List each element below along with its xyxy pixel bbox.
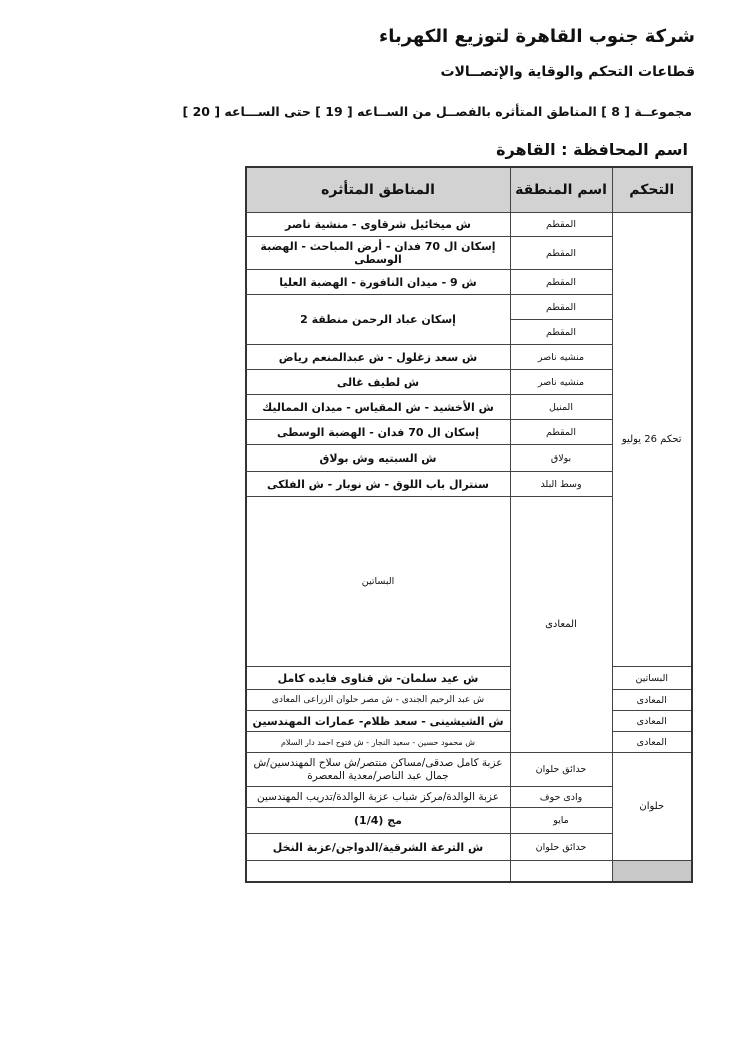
area-name-cell: حدائق حلوان — [510, 753, 612, 787]
area-name-cell: المقطم — [510, 237, 612, 270]
header-control: التحكم — [612, 167, 692, 213]
affected-areas-cell: ش السبتيه وش بولاق — [246, 445, 510, 472]
area-name-cell: المقطم — [510, 320, 612, 345]
table-row — [246, 667, 692, 690]
area-name-cell: منشيه ناصر — [510, 345, 612, 370]
affected-areas-cell: ش عيد سلمان- ش قناوى فايده كامل — [246, 667, 510, 690]
area-name-cell: حدائق حلوان — [510, 834, 612, 861]
company-title: شركة جنوب القاهرة لتوزيع الكهرباء — [379, 26, 695, 47]
empty-cell — [612, 861, 692, 883]
group-schedule-line: مجموعــة [ 8 ] المناطق المتأثره بالفصــل من الســاعه [ 19 ] حتى الســـاعه [ 20 ] — [182, 104, 692, 119]
area-name-cell: المعادى — [612, 711, 692, 732]
area-name-cell: بولاق — [510, 445, 612, 472]
area-name-cell: المعادى — [612, 732, 692, 753]
control-center-cell: المعادى — [510, 497, 612, 753]
area-name-cell: منشيه ناصر — [510, 370, 612, 395]
affected-areas-cell: ش عبد الرحيم الجندى - ش مصر حلوان الزراعى المعادى — [246, 690, 510, 711]
table-header-row — [246, 167, 692, 213]
affected-areas-cell: ش ميخائيل شرقاوى - منشية ناصر — [246, 213, 510, 237]
affected-areas-cell: إسكان ال 70 فدان - أرض المباحث - الهضبة الوسطى — [246, 237, 510, 270]
control-center-cell: حلوان — [612, 753, 692, 861]
area-name-cell: وادى حوف — [510, 787, 612, 808]
affected-areas-cell: ش محمود حسين - سعيد النجار - ش فتوح احمد دار السلام — [246, 732, 510, 753]
area-name-cell: المعادى — [612, 690, 692, 711]
department-title: قطاعات التحكم والوقاية والإتصــالات — [440, 64, 695, 80]
affected-areas-cell: ش سعد زغلول - ش عبدالمنعم رياض — [246, 345, 510, 370]
header-area-name: اسم المنطقة — [510, 167, 612, 213]
affected-areas-cell: ش الأخشيد - ش المقياس - ميدان المماليك — [246, 395, 510, 420]
affected-areas-cell: سنترال باب اللوق - ش نوبار - ش الفلكى — [246, 472, 510, 497]
area-name-cell: مايو — [510, 808, 612, 834]
affected-areas-cell: عزبة كامل صدقى/مساكن منتصر/ش سلاح المهندسين/ش جمال عبد الناصر/معدية المعصرة — [246, 753, 510, 787]
empty-cell — [246, 861, 510, 883]
area-name-cell: المقطم — [510, 420, 612, 445]
table-row — [246, 711, 692, 732]
control-center-cell: تحكم 26 يوليو — [612, 213, 692, 667]
area-name-cell: البساتين — [246, 497, 510, 667]
area-name-cell: وسط البلد — [510, 472, 612, 497]
affected-areas-cell: ش الترعة الشرقية/الدواجن/عزبة النخل — [246, 834, 510, 861]
affected-areas-table — [245, 166, 693, 883]
area-name-cell: المقطم — [510, 213, 612, 237]
table-footer-row — [246, 861, 692, 883]
empty-cell — [510, 861, 612, 883]
table-row — [246, 753, 692, 787]
affected-areas-cell: إسكان ال 70 فدان - الهضبة الوسطى — [246, 420, 510, 445]
affected-areas-cell: ش الشيشينى - سعد ظلام- عمارات المهندسين — [246, 711, 510, 732]
affected-areas-cell: ش 9 - ميدان النافورة - الهضبة العليا — [246, 270, 510, 295]
header-affected-areas: المناطق المتأثره — [246, 167, 510, 213]
affected-areas-cell: ش لطيف غالى — [246, 370, 510, 395]
table-row — [246, 732, 692, 753]
affected-areas-cell: مج (1/4) — [246, 808, 510, 834]
governorate-label: اسم المحافظة : القاهرة — [496, 140, 688, 159]
area-name-cell: المنيل — [510, 395, 612, 420]
area-name-cell: المقطم — [510, 295, 612, 320]
area-name-cell: المقطم — [510, 270, 612, 295]
affected-areas-cell: عزبة الوالدة/مركز شباب عزبة الوالدة/تدريب المهندسين — [246, 787, 510, 808]
table-row — [246, 213, 692, 237]
table-row — [246, 690, 692, 711]
area-name-cell: البساتين — [612, 667, 692, 690]
affected-areas-cell: إسكان عباد الرحمن منطقة 2 — [246, 295, 510, 345]
